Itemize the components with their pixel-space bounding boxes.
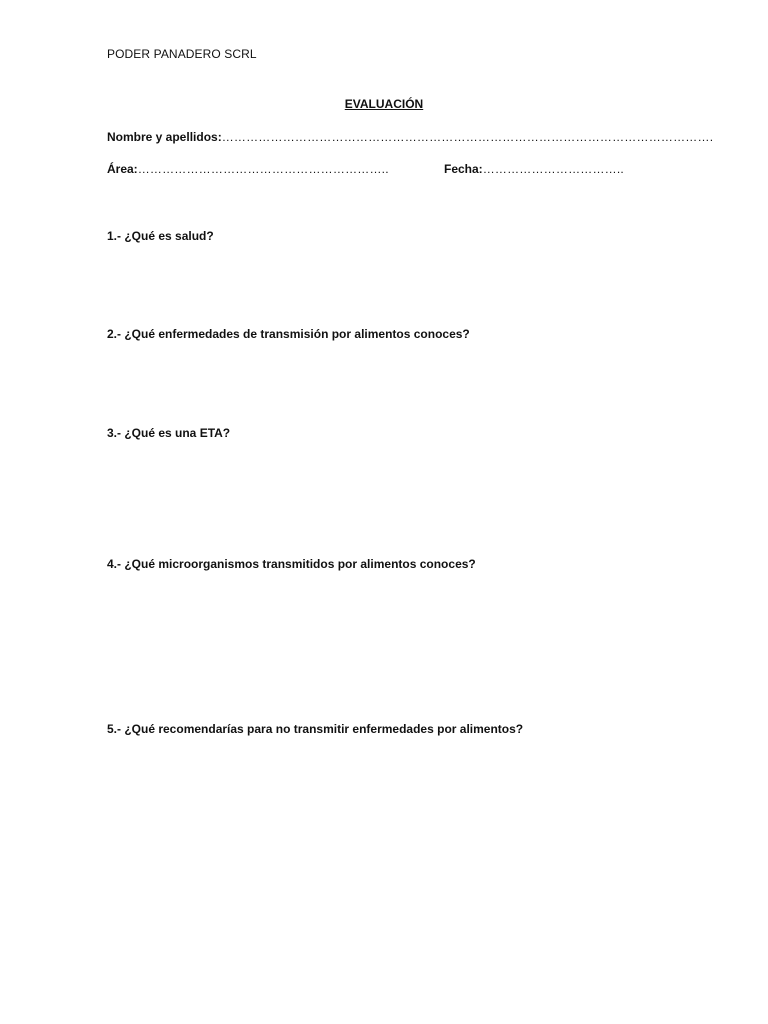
- company-name: PODER PANADERO SCRL: [107, 47, 257, 61]
- area-label: Área:: [107, 162, 138, 176]
- name-blank: ………………………………………………………………………………………………………….: [221, 130, 714, 144]
- name-label: Nombre y apellidos:: [107, 130, 222, 144]
- question-3: 3.- ¿Qué es una ETA?: [107, 426, 231, 440]
- question-5: 5.- ¿Qué recomendarías para no transmitir enfermedades por alimentos?: [107, 722, 524, 736]
- date-field: [444, 162, 624, 176]
- area-field: [107, 162, 389, 176]
- date-blank: ……………………………..: [482, 162, 624, 176]
- question-1: 1.- ¿Qué es salud?: [107, 229, 214, 243]
- document-title: EVALUACIÓN: [344, 97, 424, 111]
- area-blank: ……………………………………………………..: [137, 162, 389, 176]
- name-field: [107, 130, 713, 144]
- question-2: 2.- ¿Qué enfermedades de transmisión por alimentos conoces?: [107, 327, 470, 341]
- date-label: Fecha:: [444, 162, 483, 176]
- question-4: 4.- ¿Qué microorganismos transmitidos por alimentos conoces?: [107, 557, 476, 571]
